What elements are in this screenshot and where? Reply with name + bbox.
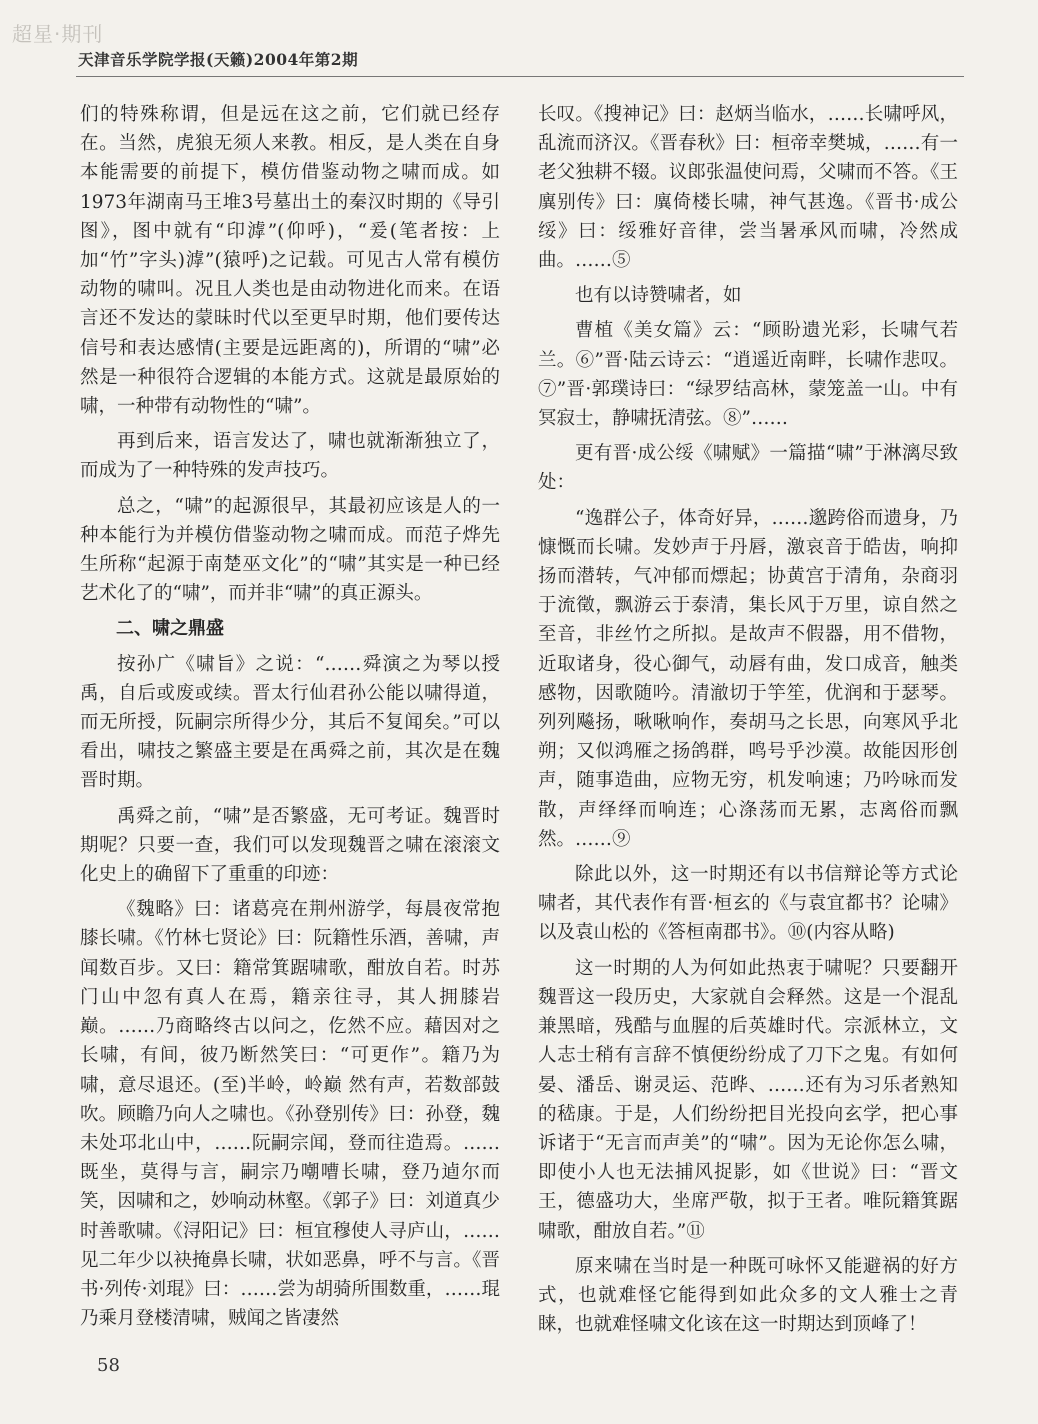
journal-header: 天津音乐学院学报(天籁)2004年第2期 xyxy=(78,50,359,69)
paragraph: 们的特殊称谓，但是远在这之前，它们就已经存在。当然，虎狼无须人来教。相反，是人类在自身本能需要的前提下，模仿借鉴动物之啸而成。如1973年湖南马王堆3号墓出土的秦汉时期的《导引图》，图中就有“印滹”(仰呼)，“爰(笔者按：上加“竹”字头)滹”(猿呼)之记载。可见古人常有模仿动物的啸叫。况且人类也是由动物进化而来。在语言还不发达的蒙昧时代以至更早时期，他们要传达信号和表达感情(主要是远距离的)，所谓的“啸”必然是一种很符合逻辑的本能方式。这就是最原始的啸，一种带有动物性的“啸”。 xyxy=(80,104,500,418)
paragraph: 这一时期的人为何如此热衷于啸呢？只要翻开魏晋这一段历史，大家就自会释然。这是一个混乱兼黑暗，残酷与血腥的后英雄时代。宗派林立，文人志士稍有言辞不慎便纷纷成了刀下之鬼。有如何晏、潘岳、谢灵运、范晔、……还有为习乐者熟知的嵇康。于是，人们纷纷把目光投向玄学，把心事诉诸于“无言而声美”的“啸”。因为无论你怎么啸，即使小人也无法捕风捉影，如《世说》曰：“晋文王，德盛功大，坐席严敬，拟于王者。唯阮籍箕踞啸歌，酣放自若。”⑪ xyxy=(538,957,958,1242)
paragraph: 曹植《美女篇》云：“顾盼遗光彩，长啸气若兰。⑥”晋·陆云诗云：“逍遥近南畔，长啸作悲叹。⑦”晋·郭璞诗曰：“绿罗结高林，蒙笼盖一山。中有冥寂士，静啸抚清弦。⑧”…… xyxy=(538,320,958,430)
paragraph: 总之，“啸”的起源很早，其最初应该是人的一种本能行为并模仿借鉴动物之啸而成。而范子烨先生所称“起源于南楚巫文化”的“啸”其实是一种已经艺术化了的“啸”，而并非“啸”的真正源头。 xyxy=(80,495,500,605)
section-title: 二、啸之鼎盛 xyxy=(116,618,224,640)
paragraph: 除此以外，这一时期还有以书信辩论等方式论啸者，其代表作有晋·桓玄的《与袁宜都书？论啸》以及袁山松的《答桓南郡书》。⑩(内容从略) xyxy=(538,864,958,944)
paragraph: 长叹。《搜神记》曰：赵炳当临水，……长啸呼风，乱流而济汉。《晋春秋》曰：桓帝幸樊城，……有一老父独耕不辍。议郎张温使问焉，父啸而不答。《王廙别传》曰：廙倚楼长啸，神气甚逸。《晋书·成公绥》曰：绥雅好音律，尝当暑承风而啸，冷然成曲。……⑤ xyxy=(538,104,958,272)
left-column xyxy=(80,100,500,1339)
paragraph: 更有晋·成公绥《啸赋》一篇描“啸”于淋漓尽致处： xyxy=(538,443,958,494)
paragraph: 也有以诗赞啸者，如 xyxy=(575,285,742,307)
paragraph: 禹舜之前，“啸”是否繁盛，无可考证。魏晋时期呢？只要一查，我们可以发现魏晋之啸在滚滚文化史上的确留下了重重的印迹： xyxy=(80,805,500,886)
paragraph: 按孙广《啸旨》之说：“……舜演之为琴以授禹，自后或废或续。晋太行仙君孙公能以啸得道，而无所授，阮嗣宗所得少分，其后不复闻矣。”可以看出，啸技之繁盛主要是在禹舜之前，其次是在魏晋时期。 xyxy=(80,653,500,792)
paragraph: 原来啸在当时是一种既可咏怀又能避祸的好方式，也就难怪它能得到如此众多的文人雅士之青睐，也就难怪啸文化该在这一时期达到顶峰了！ xyxy=(538,1255,958,1336)
page-number: 58 xyxy=(97,1355,120,1376)
watermark: 超星·期刊 xyxy=(12,22,104,46)
paragraph: 再到后来，语言发达了，啸也就渐渐独立了，而成为了一种特殊的发声技巧。 xyxy=(80,431,500,482)
header-rule xyxy=(76,76,964,77)
paragraph: “逸群公子，体奇好异，……邈跨俗而遗身，乃慷慨而长啸。发妙声于丹唇，激哀音于皓齿，响抑扬而潜转，气冲郁而熛起；协黄宫于清角，杂商羽于流徵，飘游云于泰清，集长风于万里，谅自然之至音，非丝竹之所拟。是故声不假器，用不借物，近取诸身，役心御气，动唇有曲，发口成音，触类感物，因歌随吟。清澈切于竽笙，优润和于瑟琴。列列飚扬，啾啾响作，奏胡马之长思，向寒风乎北朔；又似鸿雁之扬鸽群，鸣号乎沙漠。故能因形创声，随事造曲，应物无穷，机发响速；乃吟咏而发散，声绎绎而响连；心涤荡而无累，志离俗而飘然。……⑨ xyxy=(538,507,958,850)
right-column xyxy=(538,100,958,1345)
paragraph: 《魏略》曰：诸葛亮在荆州游学，每晨夜常抱膝长啸。《竹林七贤论》曰：阮籍性乐酒，善啸，声闻数百步。又曰：籍常箕踞啸歌，酣放自若。时苏门山中忽有真人在焉，籍亲往寻，其人拥膝岩巅。……乃商略终古以问之，仡然不应。藉因对之长啸，有间，彼乃断然笑曰：“可更作”。籍乃为啸，意尽退还。(至)半岭，岭巅 然有声，若数部鼓吹。顾瞻乃向人之啸也。《孙登别传》曰：孙登，魏未处邛北山中，……阮嗣宗闻，登而往造焉。……既坐，莫得与言，嗣宗乃嘲嘈长啸，登乃逌尔而笑，因啸和之，妙响动林壑。《郭子》曰：刘道真少时善歌啸。《浔阳记》曰：桓宜穆使人寻庐山，……见二年少以袂掩鼻长啸，状如恶鼻，呼不与言。《晋书·列传·刘琨》曰：……尝为胡骑所围数重，……琨乃乘月登楼清啸，贼闻之皆凄然 xyxy=(80,899,500,1330)
